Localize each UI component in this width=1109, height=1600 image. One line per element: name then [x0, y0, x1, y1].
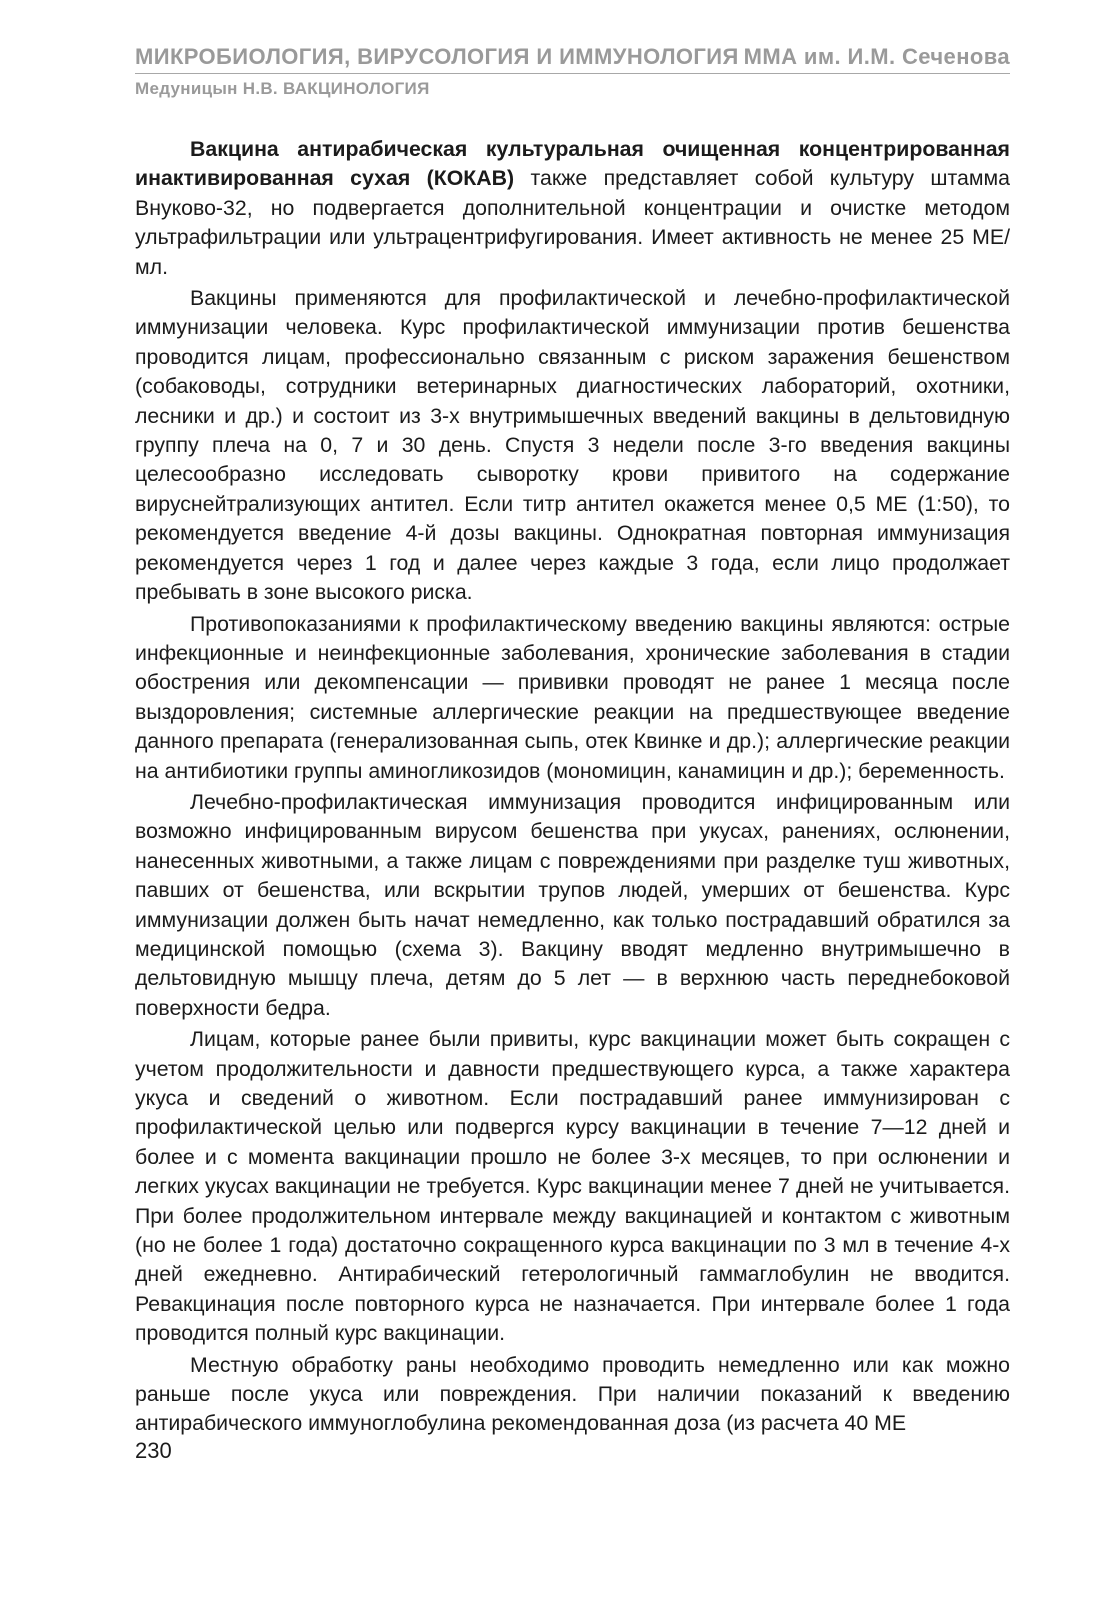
header-institution: ММА им. И.М. Сеченова [743, 44, 1010, 69]
vaccine-name: Вакцина антирабическая культуральная очищенная концентрированная инактивированная сухая (КОКАВ) [135, 137, 1010, 191]
header-author-title: Медуницын Н.В. ВАКЦИНОЛОГИЯ [135, 79, 430, 98]
paragraph-text: также представляет собой культуру штамма Внуково-32, но подвергается дополнительной концентрации и очистке методом ультрафильтрации или ультрацентрифугирования. Имеет активность не менее 25 МЕ/мл. [135, 166, 1010, 279]
paragraph-contraindications: Противопоказаниями к профилактическому введению вакцины являются: острые инфекционные и неинфекционные заболевания, хронические заболевания в стадии обострения или декомпенсации — прививки проводят не ранее 1 месяца после выздоровления; системные аллергические реакции на предшествующее введение данного препарата (генерализованная сыпь, отек Квинке и др.); аллергические реакции на антибиотики группы аминогликозидов (мономицин, канамицин и др.); беременность. [135, 611, 1010, 783]
paragraph-wound-treatment: Местную обработку раны необходимо проводить немедленно или как можно раньше после укуса или повреждения. При наличии показаний к введению антирабического иммуноглобулина рекомендованная доза (из расчета 40 МЕ [135, 1352, 1010, 1436]
page-body [135, 135, 1010, 1441]
header-top-line [135, 44, 1010, 74]
header-subject: МИКРОБИОЛОГИЯ, ВИРУСОЛОГИЯ И ИММУНОЛОГИЯ [135, 44, 739, 69]
paragraph-previously-vaccinated: Лицам, которые ранее были привиты, курс вакцинации может быть сокращен с учетом продолжительности и давности предшествующего курса, а также характера укуса и сведений о животном. Если пострадавший ранее иммунизирован с профилактической целью или подвергся курсу вакцинации в течение 7—12 дней и более и с момента вакцинации прошло не более 3-х месяцев, то при ослюнении и легких укусах вакцинации не требуется. Курс вакцинации менее 7 дней не учитывается. При более продолжительном интервале между вакцинацией и контактом с животным (но не более 1 года) достаточно сокращенного курса вакцинации по 3 мл в течение 4-х дней ежедневно. Антирабический гетерологичный гаммаглобулин не вводится. Ревакцинация после повторного курса не назначается. При интервале более 1 года проводится полный курс вакцинации. [135, 1027, 1010, 1346]
page-number: 230 [135, 1438, 172, 1463]
paragraph-therapeutic-immunization: Лечебно-профилактическая иммунизация проводится инфицированным или возможно инфицированным вирусом бешенства при укусах, ранениях, ослюнении, нанесенных животными, а также лицам с повреждениями при разделке туш животных, павших от бешенства, или вскрытии трупов людей, умерших от бешенства. Курс иммунизации должен быть начат немедленно, как только пострадавший обратился за медицинской помощью (схема 3). Вакцину вводят медленно внутримышечно в дельтовидную мышцу плеча, детям до 5 лет — в верхнюю часть переднебоковой поверхности бедра. [135, 789, 1010, 1020]
paragraph-usage: Вакцины применяются для профилактической и лечебно-профилактической иммунизации человека. Курс профилактической иммунизации против бешенства проводится лицам, профессионально связанным с риском заражения бешенством (собаководы, сотрудники ветеринарных диагностических лабораторий, охотники, лесники и др.) и состоит из 3-х внутримышечных введений вакцины в дельтовидную группу плеча на 0, 7 и 30 день. Спустя 3 недели после 3-го введения вакцины целесообразно исследовать сыворотку крови привитого на содержание вируснейтрализующих антител. Если титр антител окажется менее 0,5 МЕ (1:50), то рекомендуется введение 4-й дозы вакцины. Однократная повторная иммунизация рекомендуется через 1 год и далее через каждые 3 года, если лицо продолжает пребывать в зоне высокого риска. [135, 286, 1010, 605]
paragraph-kokav [135, 135, 1010, 282]
running-header [135, 44, 1010, 99]
